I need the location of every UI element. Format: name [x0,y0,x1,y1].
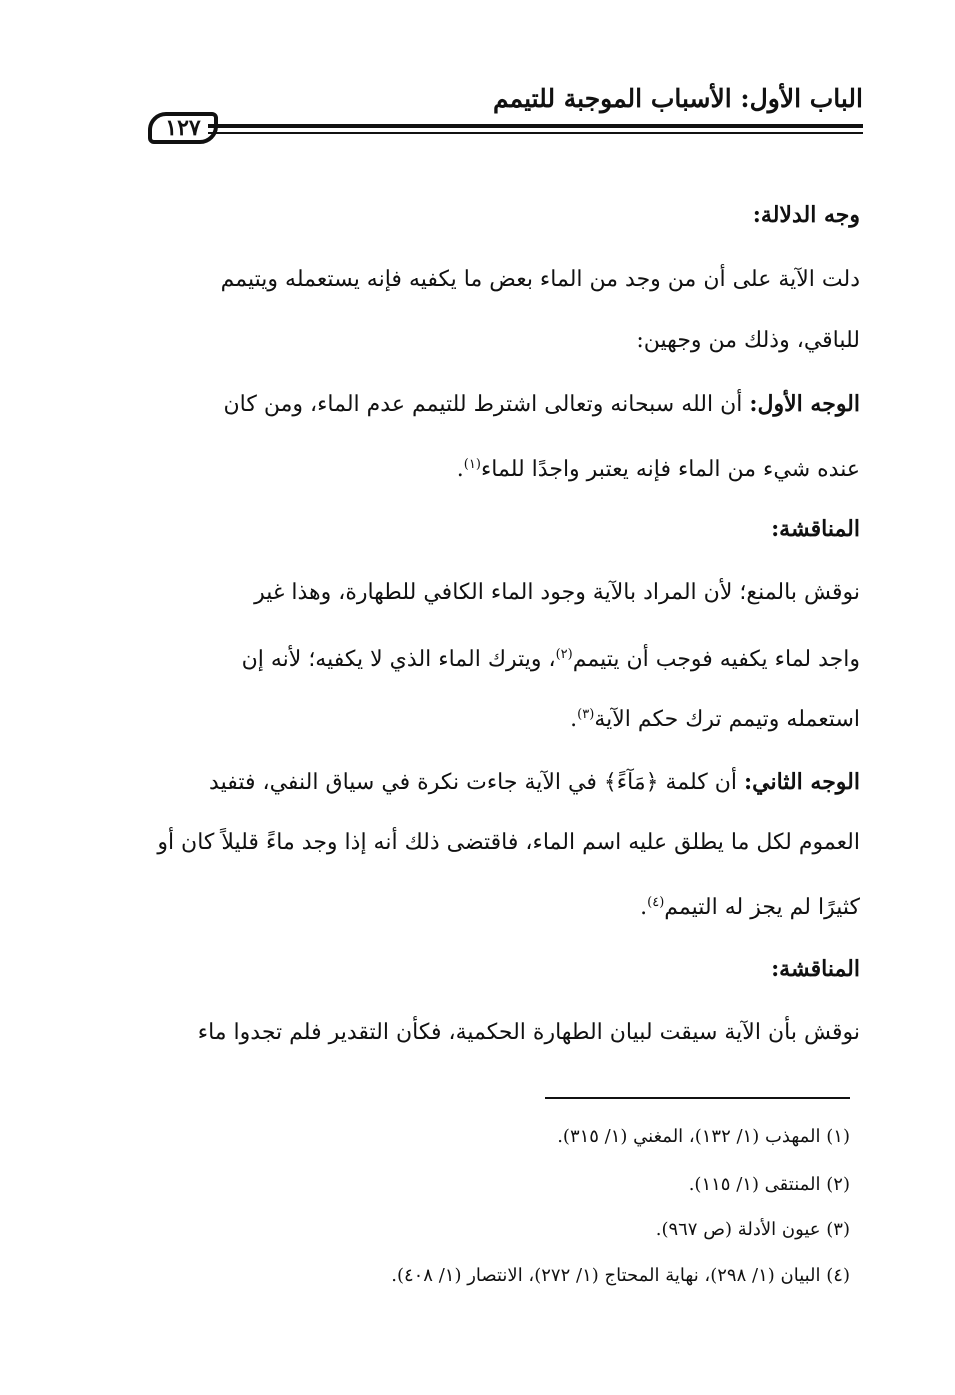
footnote: (٢) المنتقى (١/ ١١٥). [688,1174,850,1195]
text-line [140,700,860,735]
text-span: . [456,457,464,482]
text-span: . [570,707,578,732]
point-label: الوجه الأول: [749,391,860,417]
text-line: نوقش بالمنع؛ لأن المراد بالآية وجود الماء الكافي للطهارة، وهذا غير [254,580,860,605]
footnote-ref: (١) [463,457,481,472]
page-number: ١٢٧ [148,112,218,144]
text-span: عنده شيء من الماء فإنه يعتبر واجدًا للماء [480,457,860,482]
footnote-ref: (٤) [647,895,665,910]
text-line [140,389,860,420]
text-line [140,450,860,485]
footnote: (٣) عيون الأدلة (ص ٩٦٧). [655,1219,850,1240]
text-line: للباقي، وذلك من وجهين: [636,328,860,353]
footnote: (١) المهذب (١/ ١٣٢)، المغني (١/ ٣١٥). [557,1126,850,1147]
footnote-separator [545,1097,850,1099]
text-span: واجد لماء يكفيه فوجب أن يتيمم [572,647,860,672]
text-span: أن الله سبحانه وتعالى اشترط للتيمم عدم الماء، ومن كان [223,392,743,417]
text-line [140,640,860,675]
section-heading: المناقشة: [771,516,860,542]
section-heading: وجه الدلالة: [752,202,860,228]
text-line [140,767,860,798]
footnote: (٤) البيان (١/ ٢٩٨)، نهاية المحتاج (١/ ٢٧٢)، الانتصار (١/ ٤٠٨). [391,1265,850,1286]
text-line: دلت الآية على أن من وجد من الماء بعض ما يكفيه فإنه يستعمله ويتيمم [220,267,860,292]
point-label: الوجه الثاني: [744,769,860,795]
footnote-ref: (٢) [555,647,573,662]
text-line: العموم لكل ما يطلق عليه اسم الماء، فاقتضى ذلك أنه إذا وجد ماءً قليلاً كان أو [157,830,860,855]
text-line [140,888,860,923]
text-span: . [640,895,648,920]
chapter-title: الباب الأول: الأسباب الموجبة للتيمم [493,84,863,113]
text-span: كثيرًا لم يجز له التيمم [664,895,860,920]
footnote-ref: (٣) [577,707,595,722]
text-line: نوقش بأن الآية سيقت لبيان الطهارة الحكمية، فكأن التقدير فلم تجدوا ماء [197,1020,860,1045]
section-heading: المناقشة: [771,956,860,982]
text-span: أن كلمة ﴿مَآءً﴾ في الآية جاءت نكرة في سياق النفي، فتفيد [209,770,738,795]
text-span: ، ويترك الماء الذي لا يكفيه؛ لأنه إن [241,647,556,672]
text-span: استعمله وتيمم ترك حكم الآية [594,707,860,732]
